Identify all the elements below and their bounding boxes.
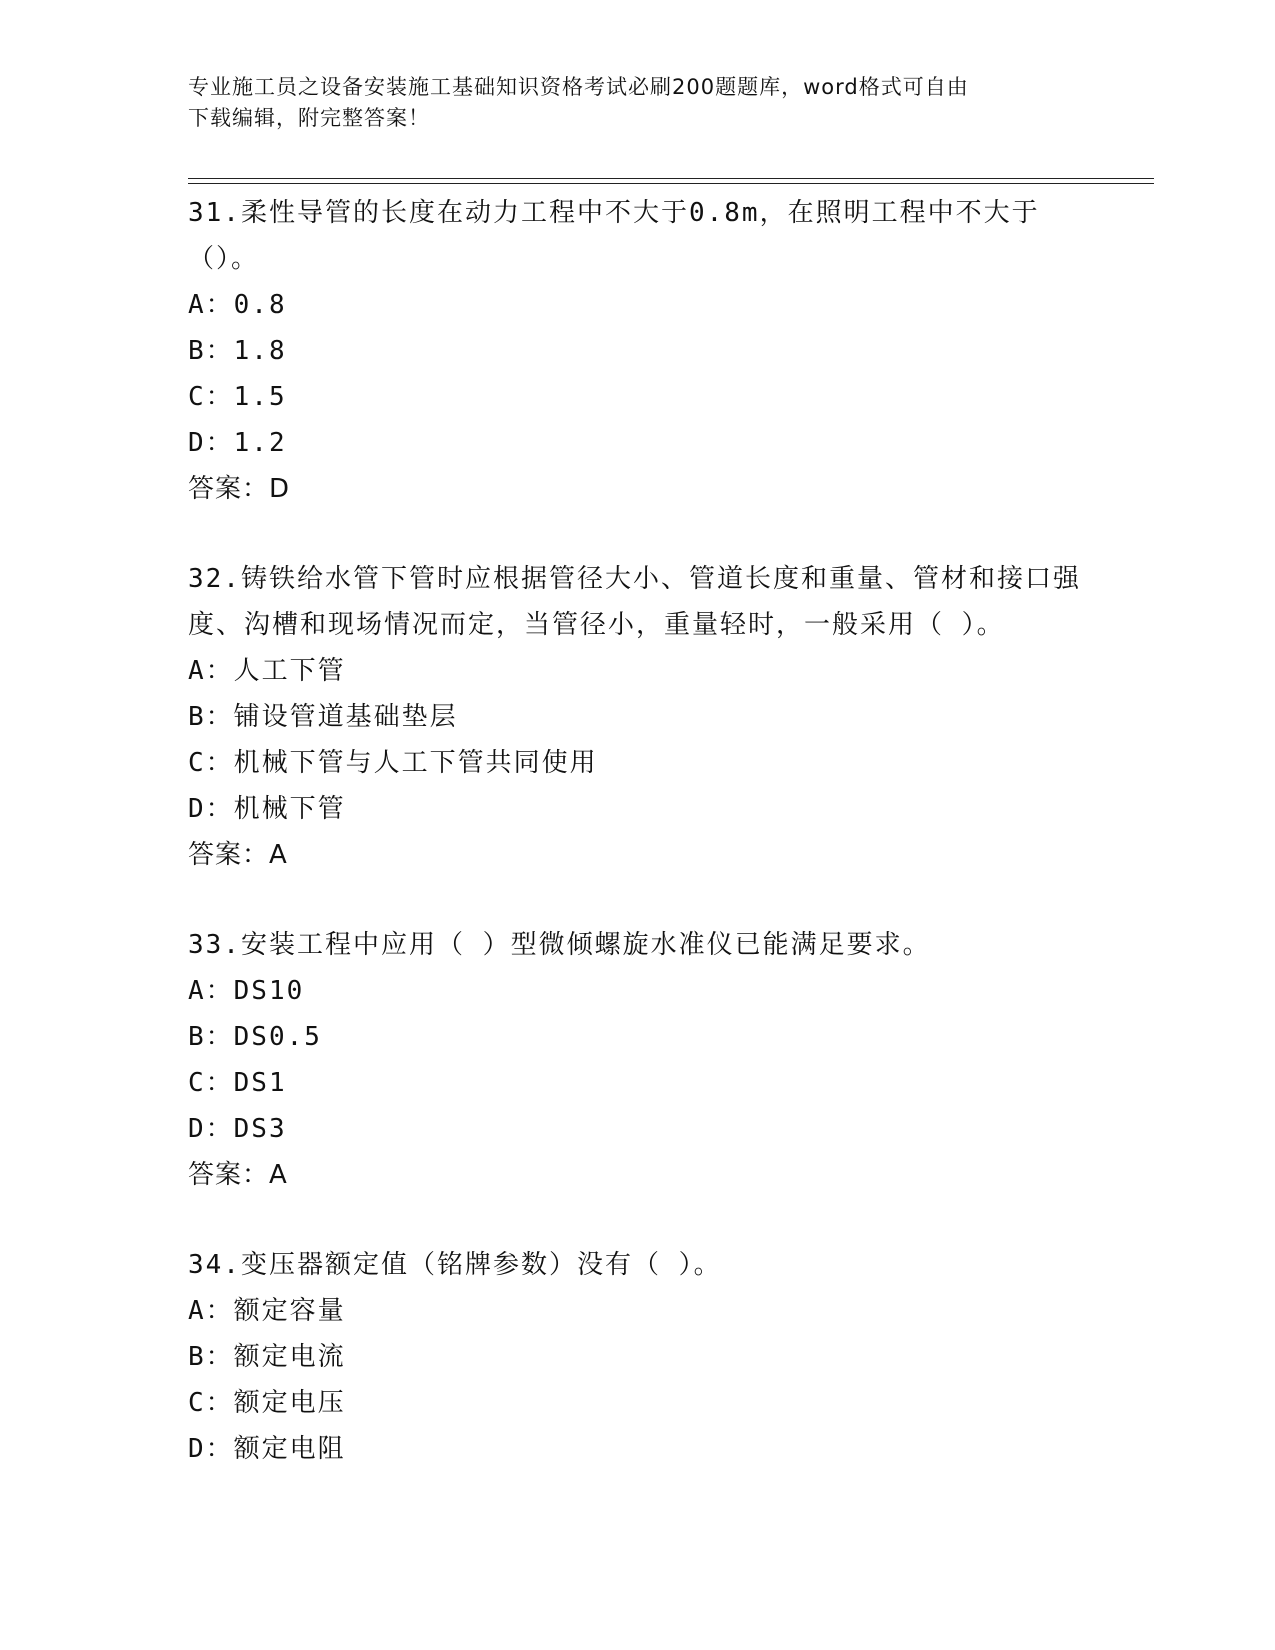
header-line-2: 下载编辑，附完整答案！ (188, 106, 430, 130)
option-d: D：机械下管 (188, 794, 346, 824)
option-b: B：铺设管道基础垫层 (188, 702, 458, 732)
answer-line: 答案：A (188, 840, 288, 870)
option-a: A：额定容量 (188, 1296, 346, 1326)
question-list (188, 190, 1088, 1472)
question-text: 32.铸铁给水管下管时应根据管径大小、管道长度和重量、管材和接口强度、沟槽和现场情况而定，当管径小，重量轻时，一般采用（ ）。 (188, 564, 1081, 640)
option-b: B：额定电流 (188, 1342, 346, 1372)
header-divider-bottom (188, 183, 1154, 184)
option-c: C：1.5 (188, 382, 287, 412)
option-a: A：人工下管 (188, 656, 346, 686)
question-33 (188, 922, 1088, 1198)
document-header (188, 72, 1078, 134)
question-text: 31.柔性导管的长度在动力工程中不大于0.8m，在照明工程中不大于（）。 (188, 198, 1040, 274)
question-text: 34.变压器额定值（铭牌参数）没有（ ）。 (188, 1250, 722, 1280)
option-c: C：机械下管与人工下管共同使用 (188, 748, 598, 778)
question-32 (188, 556, 1088, 878)
header-divider-top (188, 178, 1154, 179)
answer-line: 答案：D (188, 474, 291, 504)
option-c: C：DS1 (188, 1068, 287, 1098)
option-a: A：0.8 (188, 290, 287, 320)
option-c: C：额定电压 (188, 1388, 346, 1418)
option-b: B：1.8 (188, 336, 287, 366)
option-d: D：DS3 (188, 1114, 287, 1144)
question-34 (188, 1242, 1088, 1472)
option-d: D：1.2 (188, 428, 287, 458)
question-31 (188, 190, 1088, 512)
option-b: B：DS0.5 (188, 1022, 322, 1052)
option-a: A：DS10 (188, 976, 305, 1006)
option-d: D：额定电阻 (188, 1434, 346, 1464)
question-text: 33.安装工程中应用（ ）型微倾螺旋水准仪已能满足要求。 (188, 930, 931, 960)
header-line-1: 专业施工员之设备安装施工基础知识资格考试必刷200题题库，word格式可自由 (188, 75, 969, 99)
answer-line: 答案：A (188, 1160, 288, 1190)
